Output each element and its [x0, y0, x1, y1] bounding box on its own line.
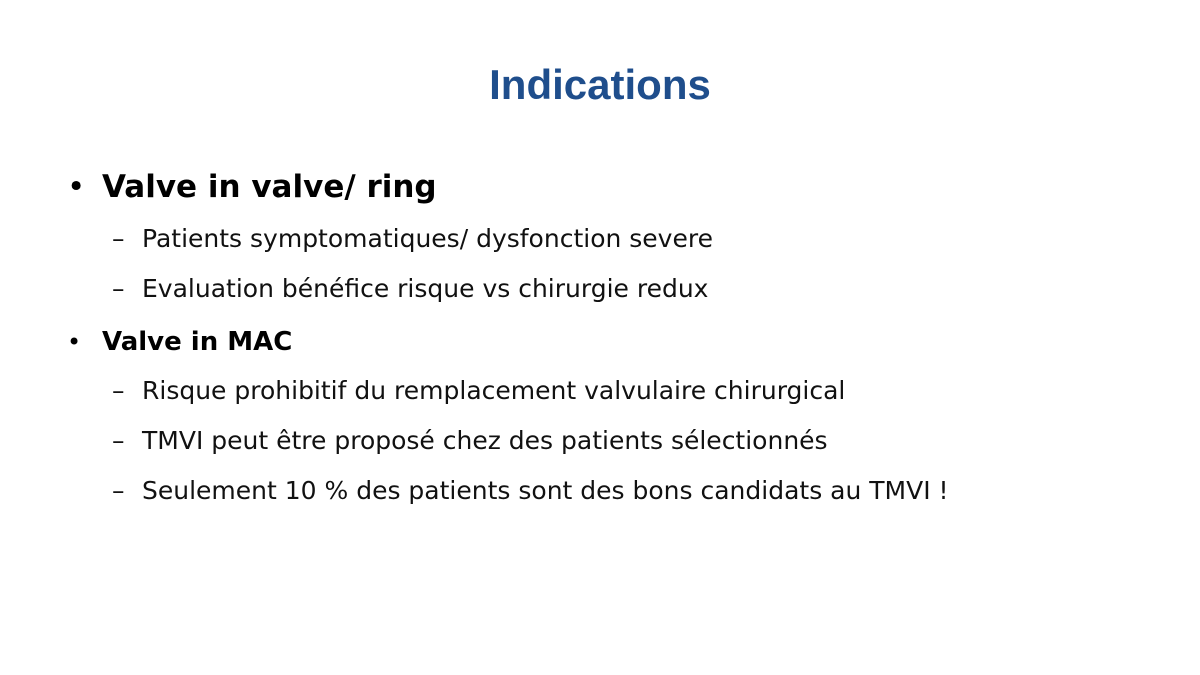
- sub-bullet-text: Evaluation bénéfice risque vs chirurgie redux: [142, 274, 709, 303]
- bullet-valve-in-valve: [64, 164, 1144, 210]
- dash-icon: –: [112, 376, 125, 405]
- dash-icon: –: [112, 476, 125, 505]
- sub-list-valve-in-mac: [64, 366, 1144, 516]
- bullet-heading: Valve in MAC: [102, 327, 293, 357]
- sub-bullet-item: [64, 366, 1144, 416]
- sub-bullet-item: [64, 466, 1144, 516]
- bullet-dot-icon: •: [67, 169, 86, 205]
- dash-icon: –: [112, 224, 125, 253]
- sub-list-valve-in-valve: [64, 214, 1144, 314]
- sub-bullet-item: [64, 214, 1144, 264]
- bullet-heading: Valve in valve/ ring: [102, 169, 437, 205]
- sub-bullet-text: Seulement 10 % des patients sont des bons candidats au TMVI !: [142, 476, 949, 505]
- dash-icon: –: [112, 274, 125, 303]
- sub-bullet-item: [64, 416, 1144, 466]
- bullet-list: [64, 164, 1144, 516]
- dash-icon: –: [112, 426, 125, 455]
- slide-title: Indications: [489, 61, 711, 108]
- sub-bullet-text: Risque prohibitif du remplacement valvulaire chirurgical: [142, 376, 846, 405]
- bullet-dot-icon: •: [67, 328, 82, 356]
- sub-bullet-item: [64, 264, 1144, 314]
- sub-bullet-text: TMVI peut être proposé chez des patients sélectionnés: [142, 426, 828, 455]
- sub-bullet-text: Patients symptomatiques/ dysfonction severe: [142, 224, 713, 253]
- bullet-valve-in-mac: [64, 322, 1144, 362]
